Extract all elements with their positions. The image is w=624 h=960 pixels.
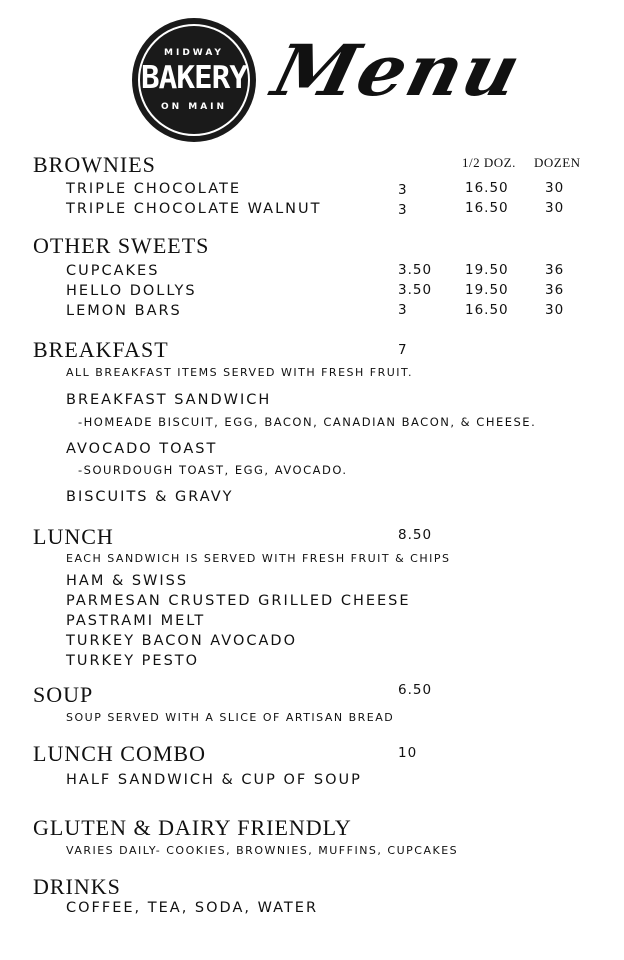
menu-item: HELLO DOLLYS xyxy=(66,283,197,299)
menu-item: TRIPLE CHOCOLATE WALNUT xyxy=(66,201,322,217)
menu-item: AVOCADO TOAST xyxy=(66,441,218,457)
menu-item-description: -HOMEADE BISCUIT, EGG, BACON, CANADIAN BACON, & CHEESE. xyxy=(78,415,537,429)
price-dozen: 36 xyxy=(545,262,565,278)
section-note-soup: SOUP SERVED WITH A SLICE OF ARTISAN BREAD xyxy=(66,711,395,724)
menu-item: TRIPLE CHOCOLATE xyxy=(66,181,242,197)
price-dozen: 30 xyxy=(545,200,565,216)
section-price-soup: 6.50 xyxy=(398,682,433,698)
section-title-soup: SOUP xyxy=(33,682,94,707)
price-dozen: 30 xyxy=(545,302,565,318)
section-price-breakfast: 7 xyxy=(398,342,408,358)
price-each: 3 xyxy=(398,182,408,198)
price-half-dozen: 16.50 xyxy=(465,200,509,216)
menu-item: TURKEY BACON AVOCADO xyxy=(66,633,297,649)
section-title-lunch: LUNCH xyxy=(33,524,114,549)
menu-item: PASTRAMI MELT xyxy=(66,613,206,629)
price-each: 3.50 xyxy=(398,282,433,298)
logo-line-1: MIDWAY xyxy=(164,48,224,58)
menu-item: HALF SANDWICH & CUP OF SOUP xyxy=(66,772,362,788)
price-half-dozen: 16.50 xyxy=(465,302,509,318)
column-header-half-dozen: 1/2 DOZ. xyxy=(462,155,516,170)
section-title-gluten-dairy: GLUTEN & DAIRY FRIENDLY xyxy=(33,815,352,840)
logo-line-3: ON MAIN xyxy=(160,102,228,112)
section-note-lunch: EACH SANDWICH IS SERVED WITH FRESH FRUIT & CHIPS xyxy=(66,552,451,565)
section-price-lunch: 8.50 xyxy=(398,527,433,543)
price-each: 3 xyxy=(398,302,408,318)
menu-script-title: Menu xyxy=(264,30,530,112)
bakery-logo xyxy=(132,18,256,142)
price-half-dozen: 19.50 xyxy=(465,262,509,278)
section-title-brownies: BROWNIES xyxy=(33,152,156,177)
logo-line-2: BAKERY xyxy=(141,60,247,96)
menu-item: COFFEE, TEA, SODA, WATER xyxy=(66,900,319,916)
menu-item: PARMESAN CRUSTED GRILLED CHEESE xyxy=(66,593,411,609)
section-title-breakfast: BREAKFAST xyxy=(33,337,169,362)
menu-item: BREAKFAST SANDWICH xyxy=(66,392,272,408)
price-half-dozen: 16.50 xyxy=(465,180,509,196)
section-note-gluten-dairy: VARIES DAILY- COOKIES, BROWNIES, MUFFINS, CUPCAKES xyxy=(66,844,459,857)
column-header-dozen: DOZEN xyxy=(534,155,581,170)
price-each: 3.50 xyxy=(398,262,433,278)
section-note-breakfast: ALL BREAKFAST ITEMS SERVED WITH FRESH FRUIT. xyxy=(66,366,413,379)
price-half-dozen: 19.50 xyxy=(465,282,509,298)
menu-item: HAM & SWISS xyxy=(66,573,189,589)
section-title-drinks: DRINKS xyxy=(33,874,121,899)
section-title-other-sweets: OTHER SWEETS xyxy=(33,233,210,258)
price-each: 3 xyxy=(398,202,408,218)
menu-item: TURKEY PESTO xyxy=(66,653,200,669)
menu-item-description: -SOURDOUGH TOAST, EGG, AVOCADO. xyxy=(78,463,348,477)
menu-item: BISCUITS & GRAVY xyxy=(66,489,234,505)
menu-item: CUPCAKES xyxy=(66,263,160,279)
price-dozen: 36 xyxy=(545,282,565,298)
price-dozen: 30 xyxy=(545,180,565,196)
menu-item: LEMON BARS xyxy=(66,303,182,319)
section-price-lunch-combo: 10 xyxy=(398,745,418,761)
section-title-lunch-combo: LUNCH COMBO xyxy=(33,741,206,766)
